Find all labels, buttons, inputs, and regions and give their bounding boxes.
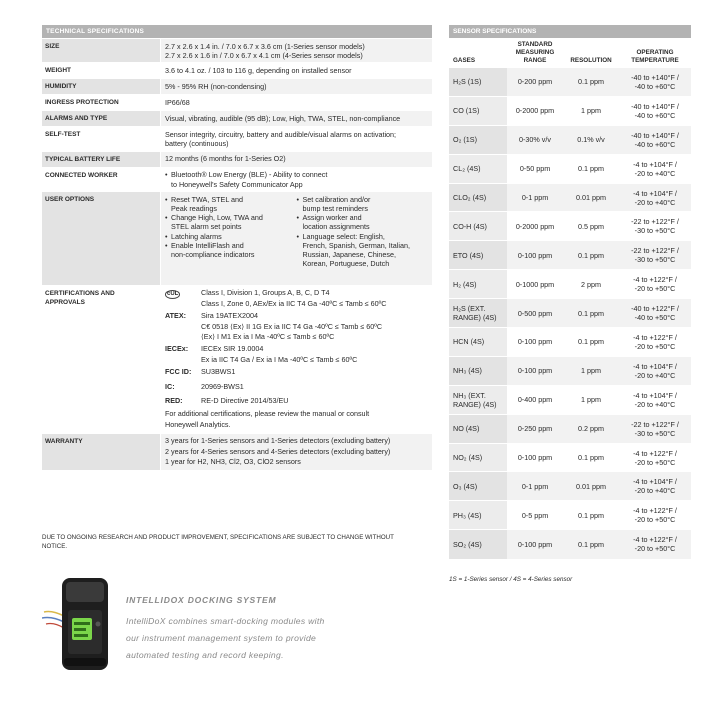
docking-device-image <box>42 572 124 672</box>
cert-red-value: RE-D Directive 2014/53/EU <box>201 396 289 405</box>
gas-cell: NO (4S) <box>449 414 507 443</box>
resolution-cell: 1 ppm <box>563 96 619 125</box>
table-row <box>449 270 691 299</box>
user-options-value <box>160 192 432 285</box>
cert-atex-line-2: C€ 0518 ⟨Ex⟩ II 1G Ex ia IIC T4 Ga -40ºC ≤ Tamb ≤ 60ºC <box>201 321 383 331</box>
temperature-f: -22 to +122°F / <box>631 246 679 256</box>
resolution-cell: 2 ppm <box>563 270 619 299</box>
gas-cell: ETO (4S) <box>449 241 507 270</box>
temperature-c: -20 to +40°C <box>634 168 676 178</box>
user-option-item <box>165 195 297 213</box>
cert-iecex-label: IECEx: <box>165 344 189 354</box>
user-option-text: • Reset TWA, STEL and <box>171 194 244 204</box>
range-cell: 0-200 ppm <box>507 68 563 97</box>
battery-row <box>42 151 432 167</box>
user-option-item <box>165 213 297 231</box>
temperature-cell <box>619 414 691 443</box>
table-row <box>449 443 691 472</box>
cert-iecex-line-1: IECEx SIR 19.0004 <box>201 344 264 354</box>
gas-cell: NH₃ (4S) <box>449 356 507 385</box>
user-option-text: bump test reminders <box>302 203 369 213</box>
weight-row <box>42 62 432 78</box>
temperature-f: -4 to +104°F / <box>633 477 677 487</box>
temperature-f: -22 to +122°F / <box>631 217 679 227</box>
temperature-c: -30 to +50°C <box>634 255 676 265</box>
selftest-value <box>160 127 432 150</box>
range-cell: 0-100 ppm <box>507 443 563 472</box>
col-range: STANDARD MEASURING RANGE <box>507 38 563 68</box>
sensor-rows <box>449 68 691 559</box>
size-line-1: 2.7 x 2.6 x 1.4 in. / 7.0 x 6.7 x 3.6 cm (1-Series sensor models) <box>165 41 365 51</box>
temperature-cell <box>619 241 691 270</box>
cert-ic <box>165 382 428 392</box>
temperature-f: -4 to +122°F / <box>633 506 677 516</box>
tech-header: TECHNICAL SPECIFICATIONS <box>42 25 432 38</box>
cert-red <box>165 396 428 406</box>
cert-note <box>165 409 428 430</box>
certifications-label-1: CERTIFICATIONS AND <box>45 289 115 297</box>
certifications-row <box>42 285 432 433</box>
battery-label: TYPICAL BATTERY LIFE <box>42 152 160 167</box>
gas-cell: PH₃ (4S) <box>449 501 507 530</box>
temperature-cell <box>619 183 691 212</box>
range-cell: 0-2000 ppm <box>507 212 563 241</box>
temperature-c: -20 to +40°C <box>634 197 676 207</box>
battery-value: 12 months (6 months for 1-Series O2) <box>160 152 432 167</box>
resolution-cell: 0.1 ppm <box>563 154 619 183</box>
temperature-f: -40 to +140°F / <box>631 101 679 111</box>
temperature-f: -4 to +122°F / <box>633 275 677 285</box>
resolution-cell: 0.5 ppm <box>563 212 619 241</box>
gas-cell: H₂ (4S) <box>449 270 507 299</box>
resolution-cell: 0.1 ppm <box>563 530 619 559</box>
certifications-label-2: APPROVALS <box>45 298 85 306</box>
humidity-row <box>42 78 432 94</box>
connected-line-1: • Bluetooth® Low Energy (BLE) - Ability to connect <box>165 170 428 179</box>
temperature-c: -40 to +60°C <box>634 81 676 91</box>
temperature-f: -4 to +122°F / <box>633 332 677 342</box>
user-option-text: French, Spanish, German, Italian, <box>302 240 410 250</box>
certifications-value <box>160 286 432 433</box>
temperature-cell <box>619 212 691 241</box>
temperature-cell <box>619 270 691 299</box>
connected-line-2: to Honeywell's Safety Communicator App <box>171 179 303 189</box>
temperature-f: -22 to +122°F / <box>631 419 679 429</box>
temperature-c: -20 to +50°C <box>634 515 676 525</box>
user-options-left <box>165 195 297 269</box>
selftest-line-2: battery (continuous) <box>165 139 229 149</box>
warranty-value <box>160 434 432 471</box>
table-row <box>449 530 691 559</box>
sensor-legend: 1S = 1-Series sensor / 4S = 4-Series sensor <box>449 576 573 583</box>
temperature-f: -40 to +122°F / <box>631 304 679 314</box>
temperature-c: -20 to +40°C <box>634 399 676 409</box>
gas-cell: NH₃ (EXT. RANGE) (4S) <box>449 385 507 414</box>
temperature-c: -20 to +50°C <box>634 341 676 351</box>
resolution-cell: 0.1 ppm <box>563 241 619 270</box>
cert-ic-label: IC: <box>165 381 175 391</box>
col-resolution: RESOLUTION <box>563 38 619 68</box>
resolution-cell: 0.1 ppm <box>563 501 619 530</box>
cert-note-line-2: Honeywell Analytics. <box>165 419 231 429</box>
table-row <box>449 68 691 97</box>
resolution-cell: 1 ppm <box>563 385 619 414</box>
warranty-row <box>42 433 432 471</box>
docking-description <box>126 613 396 664</box>
user-option-text: location assignments <box>302 222 370 232</box>
docking-line-2: our instrument management system to provide <box>126 633 317 643</box>
size-line-2: 2.7 x 2.6 x 1.6 in / 7.0 x 6.7 x 4.1 cm (4-Series sensor models) <box>165 50 363 60</box>
temperature-c: -20 to +50°C <box>634 544 676 554</box>
temperature-cell <box>619 472 691 501</box>
user-option-item <box>297 195 429 213</box>
docking-line-1: IntelliDoX combines smart-docking modules with <box>126 616 325 626</box>
temperature-cell <box>619 356 691 385</box>
cert-atex-label: ATEX: <box>165 311 187 321</box>
user-option-text: STEL alarm set points <box>171 222 242 232</box>
cert-fcc <box>165 367 428 377</box>
docking-title: INTELLIDOX DOCKING SYSTEM <box>126 595 277 605</box>
technical-specifications-table <box>42 25 432 470</box>
alarms-label: ALARMS AND TYPE <box>42 111 160 126</box>
user-option-text: Korean, Portuguese, Dutch <box>302 259 390 269</box>
weight-value: 3.6 to 4.1 oz. / 103 to 116 g, depending on installed sensor <box>160 63 432 78</box>
weight-label: WEIGHT <box>42 63 160 78</box>
table-row <box>449 328 691 357</box>
resolution-cell: 0.1% v/v <box>563 125 619 154</box>
temperature-c: -30 to +50°C <box>634 428 676 438</box>
user-option-text: Russian, Japanese, Chinese, <box>302 249 396 259</box>
cert-note-line-1: For additional certifications, please review the manual or consult <box>165 409 370 419</box>
size-row <box>42 38 432 62</box>
temperature-c: -30 to +50°C <box>634 226 676 236</box>
range-cell: 0-250 ppm <box>507 414 563 443</box>
resolution-cell: 0.1 ppm <box>563 299 619 328</box>
temperature-f: -4 to +104°F / <box>633 390 677 400</box>
table-row <box>449 385 691 414</box>
user-option-item <box>165 232 297 241</box>
selftest-row <box>42 126 432 150</box>
table-row <box>449 154 691 183</box>
cert-fcc-label: FCC ID: <box>165 367 192 377</box>
gas-cell: O₃ (4S) <box>449 472 507 501</box>
user-option-text: • Set calibration and/or <box>302 194 371 204</box>
temperature-f: -4 to +122°F / <box>633 535 677 545</box>
ul-logo-icon: cUL <box>167 291 179 298</box>
docking-line-3: automated testing and record keeping. <box>126 650 284 660</box>
sensor-specifications-table <box>449 25 691 559</box>
temperature-cell <box>619 125 691 154</box>
temperature-c: -40 to +60°C <box>634 139 676 149</box>
range-cell: 0-100 ppm <box>507 328 563 357</box>
warranty-label: WARRANTY <box>42 434 160 471</box>
connected-row <box>42 167 432 191</box>
user-option-text: • Language select: English, <box>302 231 385 241</box>
humidity-label: HUMIDITY <box>42 79 160 94</box>
user-options-right <box>297 195 429 269</box>
user-options-row <box>42 191 432 285</box>
size-label: SIZE <box>42 39 160 62</box>
range-cell: 0-1 ppm <box>507 472 563 501</box>
table-row <box>449 125 691 154</box>
table-row <box>449 241 691 270</box>
table-row <box>449 212 691 241</box>
table-row <box>449 96 691 125</box>
table-row <box>449 472 691 501</box>
col-temperature: OPERATING TEMPERATURE <box>619 38 691 68</box>
temperature-cell <box>619 385 691 414</box>
range-cell: 0-50 ppm <box>507 154 563 183</box>
sensor-header: SENSOR SPECIFICATIONS <box>449 25 691 38</box>
gas-cell: H₂S (1S) <box>449 68 507 97</box>
range-cell: 0-2000 ppm <box>507 96 563 125</box>
temperature-f: -40 to +140°F / <box>631 130 679 140</box>
warranty-line-1: 3 years for 1-Series sensors and 1-Series detectors (excluding battery) <box>165 436 391 446</box>
connected-label: CONNECTED WORKER <box>42 168 160 191</box>
warranty-line-3: 1 year for H2, NH3, Cl2, O3, ClO2 sensors <box>165 457 301 467</box>
resolution-cell: 1 ppm <box>563 356 619 385</box>
col-gases: GASES <box>449 38 507 68</box>
sensor-column-headers <box>449 38 691 68</box>
cert-ul-line-1: Class I, Division 1, Groups A, B, C, D T4 <box>201 288 330 298</box>
range-cell: 0-30% v/v <box>507 125 563 154</box>
resolution-cell: 0.2 ppm <box>563 414 619 443</box>
humidity-value: 5% - 95% RH (non-condensing) <box>160 79 432 94</box>
alarms-value: Visual, vibrating, audible (95 dB); Low, High, TWA, STEL, non-compliance <box>160 111 432 126</box>
resolution-cell: 0.1 ppm <box>563 443 619 472</box>
cert-ul <box>165 288 428 309</box>
temperature-c: -20 to +40°C <box>634 486 676 496</box>
cert-fcc-value: SU3BWS1 <box>201 367 236 377</box>
gas-cell: CO-H (4S) <box>449 212 507 241</box>
temperature-c: -20 to +50°C <box>634 457 676 467</box>
gas-cell: NO₂ (4S) <box>449 443 507 472</box>
temperature-c: -40 to +60°C <box>634 110 676 120</box>
sensor-table <box>449 38 691 559</box>
temperature-c: -20 to +50°C <box>634 284 676 294</box>
gas-cell: CLO₂ (4S) <box>449 183 507 212</box>
range-cell: 0-1 ppm <box>507 183 563 212</box>
user-option-item <box>297 232 429 269</box>
disclaimer-text: DUE TO ONGOING RESEARCH AND PRODUCT IMPROVEMENT, SPECIFICATIONS ARE SUBJECT TO CHANGE WITHOUT NOTICE. <box>42 534 394 550</box>
selftest-label: SELF-TEST <box>42 127 160 150</box>
cert-ul-line-2: Class I, Zone 0, AEx/Ex ia IIC T4 Ga -40ºC ≤ Tamb ≤ 60ºC <box>201 298 387 308</box>
ingress-label: INGRESS PROTECTION <box>42 95 160 110</box>
temperature-cell <box>619 154 691 183</box>
table-row <box>449 414 691 443</box>
cert-atex-line-3: ⟨Ex⟩ I M1 Ex ia I Ma -40ºC ≤ Tamb ≤ 60ºC <box>201 331 335 341</box>
table-row <box>449 299 691 328</box>
temperature-f: -4 to +104°F / <box>633 361 677 371</box>
temperature-cell <box>619 328 691 357</box>
cert-iecex-line-2: Ex ia IIC T4 Ga / Ex ia I Ma -40ºC ≤ Tamb ≤ 60ºC <box>201 354 358 364</box>
temperature-c: -20 to +40°C <box>634 370 676 380</box>
gas-cell: H₂S (EXT. RANGE) (4S) <box>449 299 507 328</box>
resolution-cell: 0.1 ppm <box>563 68 619 97</box>
temperature-f: -4 to +104°F / <box>633 188 677 198</box>
ingress-row <box>42 94 432 110</box>
user-option-item <box>165 241 297 259</box>
user-options-label: USER OPTIONS <box>42 192 160 285</box>
gas-cell: SO₂ (4S) <box>449 530 507 559</box>
temperature-f: -4 to +104°F / <box>633 159 677 169</box>
gas-cell: CO (1S) <box>449 96 507 125</box>
selftest-line-1: Sensor integrity, circuitry, battery and audible/visual alarms on activation; <box>165 129 397 139</box>
range-cell: 0-100 ppm <box>507 530 563 559</box>
cert-red-label: RED: <box>165 396 183 405</box>
user-option-text: • Assign worker and <box>302 213 362 223</box>
range-cell: 0-100 ppm <box>507 356 563 385</box>
certifications-label <box>42 286 160 433</box>
table-row <box>449 501 691 530</box>
alarms-row <box>42 110 432 126</box>
table-row <box>449 356 691 385</box>
user-option-text: non-compliance indicators <box>171 249 255 259</box>
resolution-cell: 0.1 ppm <box>563 328 619 357</box>
temperature-cell <box>619 68 691 97</box>
range-cell: 0-400 ppm <box>507 385 563 414</box>
resolution-cell: 0.01 ppm <box>563 183 619 212</box>
cert-ic-value: 20969-BWS1 <box>201 381 244 391</box>
gas-cell: HCN (4S) <box>449 328 507 357</box>
connected-value <box>160 168 432 191</box>
temperature-f: -4 to +122°F / <box>633 448 677 458</box>
user-option-item <box>297 213 429 231</box>
temperature-cell <box>619 530 691 559</box>
temperature-cell <box>619 443 691 472</box>
gas-cell: CL₂ (4S) <box>449 154 507 183</box>
resolution-cell: 0.01 ppm <box>563 472 619 501</box>
temperature-cell <box>619 299 691 328</box>
cert-atex <box>165 311 428 342</box>
range-cell: 0-100 ppm <box>507 241 563 270</box>
table-row <box>449 183 691 212</box>
user-option-text: • Enable IntelliFlash and <box>171 240 244 250</box>
cert-atex-line-1: Sira 19ATEX2004 <box>201 311 259 321</box>
cert-iecex <box>165 344 428 365</box>
user-option-text: • Change High, Low, TWA and <box>171 213 263 223</box>
temperature-cell <box>619 501 691 530</box>
user-option-text: • Latching alarms <box>171 231 222 241</box>
user-option-text: Peak readings <box>171 203 217 213</box>
temperature-cell <box>619 96 691 125</box>
temperature-f: -40 to +140°F / <box>631 72 679 82</box>
range-cell: 0-1000 ppm <box>507 270 563 299</box>
temperature-c: -40 to +50°C <box>634 313 676 323</box>
size-value <box>160 39 432 62</box>
gas-cell: O₂ (1S) <box>449 125 507 154</box>
range-cell: 0-5 ppm <box>507 501 563 530</box>
ingress-value: IP66/68 <box>160 95 432 110</box>
range-cell: 0-500 ppm <box>507 299 563 328</box>
warranty-line-2: 2 years for 4-Series sensors and 4-Series detectors (excluding battery) <box>165 446 391 456</box>
